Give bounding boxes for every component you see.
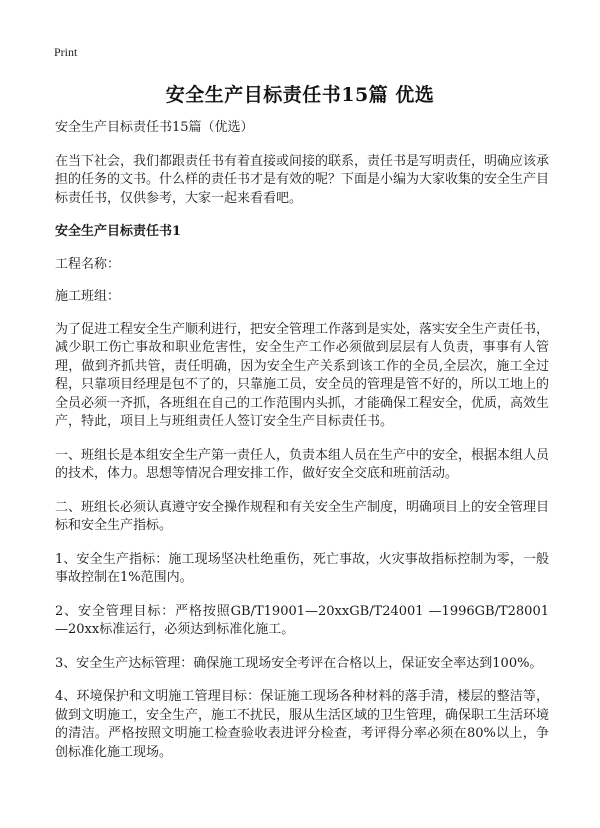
intro-paragraph: 在当下社会，我们都跟责任书有着直接或间接的联系，责任书是写明责任，明确应该承担的任务的文书。什么样的责任书才是有效的呢？下面是小编为大家收集的安全生产目标责任书，仅供参考，大家一起来看看吧。	[55, 153, 550, 206]
document-body	[55, 119, 549, 777]
body-paragraph: 为了促进工程安全生产顺利进行，把安全管理工作落到是实处，落实安全生产责任书，减少职工伤亡事故和职业危害性，安全生产工作必须做到层层有人负责，事事有人管理，做到齐抓共管，责任明确，因为安全生产关系到该工作的全员,全层次，施工全过程，只靠项目经理是包不了的，只靠施工员，安全员的管理是管不好的，所以工地上的全员必须一齐抓，各班组在自己的工作范围内头抓，才能确保工程安全，优质，高效生产，特此，项目上与班组责任人签订安全生产目标责任书。	[55, 321, 550, 429]
document-subtitle: 安全生产目标责任书15篇（优选）	[55, 120, 254, 135]
item-paragraph: 1、安全生产指标：施工现场坚决杜绝重伤，死亡事故，火灾事故指标控制为零，一般事故控制在1%范围内。	[55, 551, 549, 585]
item-paragraph: 2、安全管理目标：严格按照GB/T19001—20xxGB/T24001 —1996GB/T28001—20xx标准运行，必须达到标准化施工。	[55, 603, 549, 637]
project-name-label: 工程名称：	[55, 256, 121, 272]
item-paragraph: 一、班组长是本组安全生产第一责任人，负责本组人员在生产中的安全，根据本组人员的技术，体力。思想等情况合理安排工作，做好安全交底和班前活动。	[55, 447, 550, 481]
item-paragraph: 4、环境保护和文明施工管理目标：保证施工现场各种材料的落手清，楼层的整洁等，做到文明施工，安全生产，施工不扰民，服从生活区域的卫生管理，确保职工生活环境的清洁。严格按照文明施工检查验收表进评分检查，考评得分率必须在80%以上，争创标准化施工现场。	[55, 689, 550, 760]
print-label[interactable]: Print	[54, 45, 78, 59]
document-title: 安全生产目标责任书15篇 优选	[165, 84, 435, 106]
section-heading: 安全生产目标责任书1	[55, 224, 182, 239]
team-label: 施工班组：	[55, 289, 121, 304]
item-paragraph: 二、班组长必须认真遵守安全操作规程和有关安全生产制度，明确项目上的安全管理目标和安全生产指标。	[55, 499, 550, 533]
item-paragraph: 3、安全生产达标管理：确保施工现场安全考评在合格以上，保证安全率达到100%。	[55, 655, 543, 671]
